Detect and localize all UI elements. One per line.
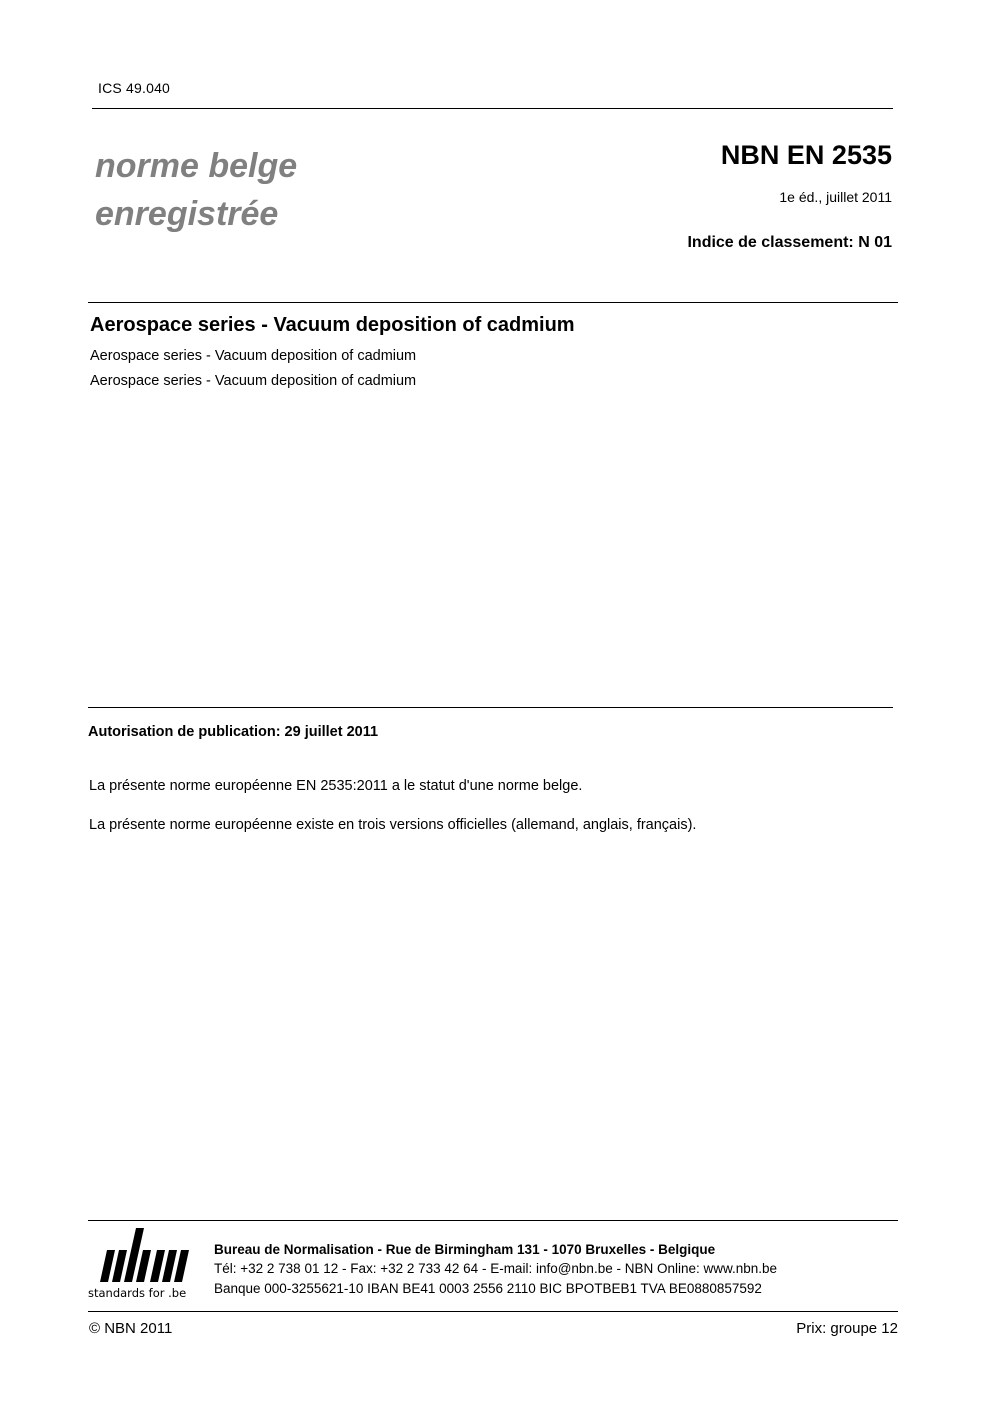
- versions-paragraph: La présente norme européenne existe en trois versions officielles (allemand, anglais, français).: [89, 817, 697, 833]
- standard-number: NBN EN 2535: [720, 140, 892, 170]
- publication-authorisation: Autorisation de publication: 29 juillet 2011: [88, 724, 379, 740]
- norme-line-1: norme belge: [95, 147, 298, 185]
- norme-line-2: enregistrée: [95, 195, 279, 233]
- copyright: © NBN 2011: [89, 1320, 173, 1337]
- header-divider: [92, 108, 893, 109]
- ics-code: ICS 49.040: [98, 80, 171, 96]
- title-divider: [88, 302, 898, 303]
- publication-divider: [88, 707, 893, 708]
- address-line-1: Bureau de Normalisation - Rue de Birmingham 131 - 1070 Bruxelles - Belgique: [214, 1242, 716, 1257]
- footer-divider: [88, 1220, 898, 1221]
- price-group: Prix: groupe 12: [796, 1320, 898, 1337]
- nbn-logo-mark: [88, 1228, 200, 1286]
- nbn-logo: [88, 1228, 200, 1304]
- address-line-2: Tél: +32 2 738 01 12 - Fax: +32 2 733 42 64 - E-mail: info@nbn.be - NBN Online: www.nbn.be: [214, 1261, 778, 1276]
- document-title-alt-1: Aerospace series - Vacuum deposition of cadmium: [90, 348, 417, 364]
- norme-belge-heading: [95, 142, 297, 238]
- document-title: Aerospace series - Vacuum deposition of cadmium: [90, 314, 575, 336]
- classification-index: Indice de classement: N 01: [687, 234, 892, 251]
- document-title-alt-2: Aerospace series - Vacuum deposition of cadmium: [90, 373, 417, 389]
- logo-tagline: standards for .be: [88, 1286, 187, 1300]
- edition-date: 1e éd., juillet 2011: [779, 189, 892, 205]
- status-paragraph: La présente norme européenne EN 2535:2011 a le statut d'une norme belge.: [89, 778, 583, 794]
- address-line-3: Banque 000-3255621-10 IBAN BE41 0003 2556 2110 BIC BPOTBEB1 TVA BE0880857592: [214, 1281, 762, 1296]
- bottom-divider: [88, 1311, 898, 1312]
